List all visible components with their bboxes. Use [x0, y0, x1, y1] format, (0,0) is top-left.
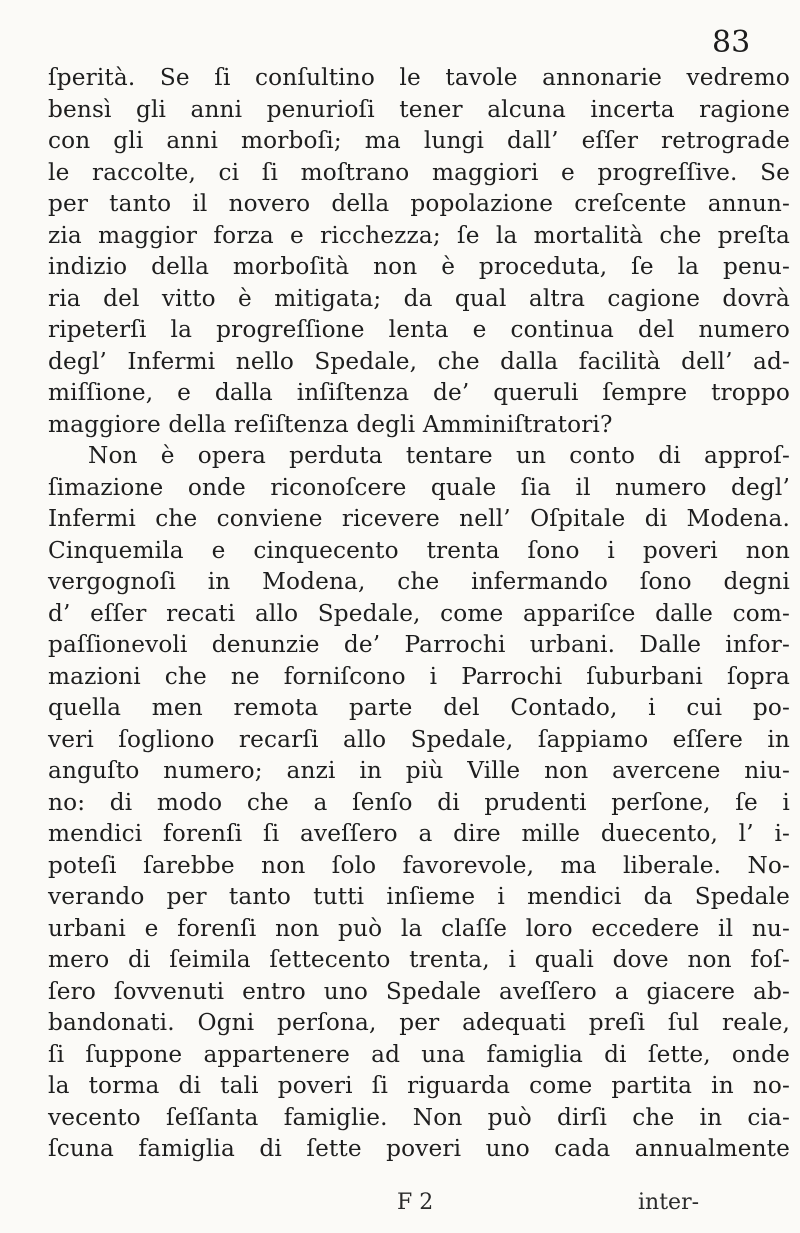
text-line: quella men remota parte del Contado, i cui po- [48, 694, 790, 721]
text-line: maggiore della reſiſtenza degli Amminiſtratori? [48, 410, 613, 438]
text-line: anguſto numero; anzi in più Ville non avercene niu- [48, 757, 790, 784]
text-line: ſcuna famiglia di ſette poveri uno cada annualmente [48, 1135, 790, 1162]
text-line: ripeterſi la progreſſione lenta e continua del numero [48, 316, 790, 343]
text-line: poteſi ſarebbe non ſolo favorevole, ma liberale. No- [48, 851, 790, 879]
text-line: degl’ Infermi nello Spedale, che dalla facilità dell’ ad- [48, 347, 790, 375]
text-line: Infermi che conviene ricevere nell’ Oſpitale di Modena. [48, 505, 790, 532]
paragraph-first-line: Non è opera perduta tentare un conto di approſ- [88, 442, 790, 469]
text-line: zia maggior forza e ricchezza; ſe la mortalità che preſta [48, 221, 790, 249]
text-line: mero di ſeimila ſettecento trenta, i quali dove non foſ- [48, 946, 790, 973]
page-footer [0, 1190, 800, 1224]
text-line: bensì gli anni penurioſi tener alcuna incerta ragione [48, 95, 790, 123]
text-line: d’ eſſer recati allo Spedale, come appariſce dalle com- [48, 599, 790, 627]
text-line: ſero ſovvenuti entro uno Spedale aveſſero a giacere ab- [48, 977, 790, 1005]
catchword: inter- [638, 1190, 700, 1215]
text-line: ſi ſuppone appartenere ad una famiglia di ſette, onde [48, 1040, 790, 1068]
text-line: verando per tanto tutti inſieme i mendici da Spedale [48, 883, 790, 910]
body-text [48, 62, 790, 1165]
page-number: 83 [712, 25, 751, 60]
text-line: mazioni che ne forniſcono i Parrochi ſuburbani ſopra [48, 662, 790, 690]
text-line: veri ſogliono recarſi allo Spedale, ſappiamo eſſere in [48, 725, 790, 753]
text-line: vergognoſi in Modena, che infermando ſono degni [48, 568, 790, 595]
text-line: mendici forenſi ſi aveſſero a dire mille duecento, l’ i- [48, 820, 790, 847]
text-line: ſimazione onde riconoſcere quale ſia il numero degl’ [48, 473, 790, 501]
text-line: no: di modo che a ſenſo di prudenti perſone, ſe i [48, 788, 790, 816]
text-line: Cinquemila e cinquecento trenta ſono i poveri non [48, 536, 790, 564]
text-line: bandonati. Ogni perſona, per adequati preſi ſul reale, [48, 1009, 790, 1036]
text-line: ria del vitto è mitigata; da qual altra cagione dovrà [48, 284, 790, 312]
text-line: con gli anni morboſi; ma lungi dall’ eſſer retrograde [48, 127, 790, 154]
text-line: per tanto il novero della popolazione creſcente annun- [48, 190, 790, 217]
text-line: miſſione, e dalla inſiſtenza de’ queruli ſempre troppo [48, 379, 790, 406]
text-line: ſperità. Se ſi conſultino le tavole annonarie vedremo [48, 64, 790, 91]
text-line: le raccolte, ci ſi moſtrano maggiori e progreſſive. Se [48, 158, 790, 186]
text-line: urbani e forenſi non può la claſſe loro eccedere il nu- [48, 914, 790, 942]
text-line: indizio della morboſità non è proceduta, ſe la penu- [48, 253, 790, 280]
text-line: la torma di tali poveri ſi riguarda come partita in no- [48, 1072, 790, 1099]
text-line: vecento ſeſſanta famiglie. Non può dirſi che in cia- [48, 1103, 790, 1131]
text-line: paſſionevoli denunzie de’ Parrochi urbani. Dalle infor- [48, 631, 790, 658]
signature-mark: F 2 [397, 1190, 434, 1215]
